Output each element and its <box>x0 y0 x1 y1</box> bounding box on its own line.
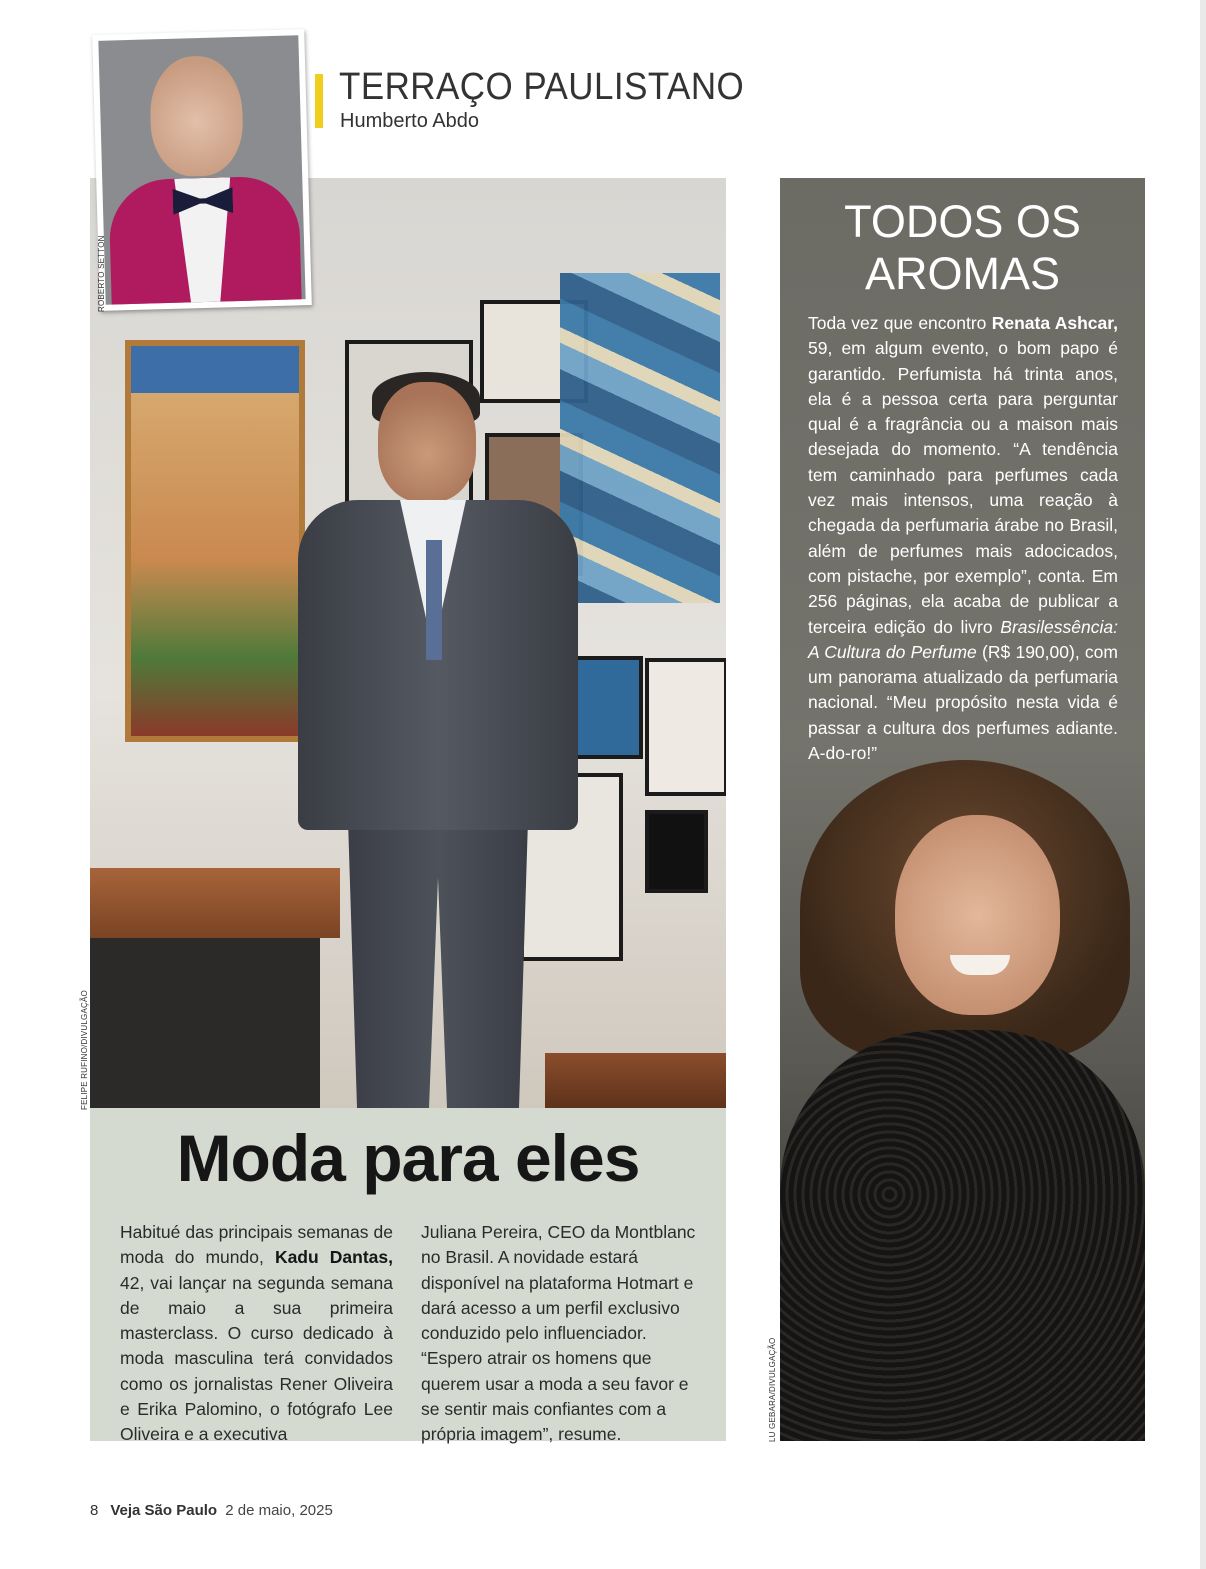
magazine-name: Veja São Paulo <box>110 1502 218 1519</box>
wall-tapestry <box>125 340 305 742</box>
framed-art <box>645 810 708 893</box>
page-number: 8 <box>90 1502 99 1519</box>
cabinet <box>90 938 320 1108</box>
side-story-title: TODOS OS AROMAS <box>844 196 1081 299</box>
author-photo-credit: ROBERTO SETTON <box>97 235 106 312</box>
person-name: Kadu Dantas, <box>274 1247 394 1268</box>
page-footer <box>90 1502 333 1519</box>
man-head <box>378 382 476 502</box>
column-accent-bar <box>315 74 323 128</box>
column-title: TERRAÇO PAULISTANO <box>339 66 745 108</box>
postcard-collage <box>560 273 720 603</box>
framed-art <box>645 658 726 796</box>
book-title: Brasilessência: A Cultura do Perfume <box>808 616 1118 662</box>
person-name: Renata Ashcar, <box>991 313 1118 333</box>
main-story-title: Moda para eles <box>176 1121 640 1195</box>
author-portrait <box>92 29 312 311</box>
side-photo-credit: LU GEBARA/DIVULGAÇÃO <box>768 1337 777 1442</box>
side-story-text: Toda vez que encontro Renata Ashcar, 59, em algum evento, o bom papo é garantido. Perfumista há trinta anos, ela é a pessoa certa para perguntar qual é a fragrância ou a maison mais desejada do momento. “A tendência tem caminhado para perfumes cada vez mais intensos, uma reação à chegada da perfumaria árabe no Brasil, além de perfumes mais adocicados, com pistache, por exemplo”, conta. Em 256 páginas, ela acaba de publicar a terceira edição do livro Brasilessência: A Cultura do Perfume (R$ 190,00), com um panorama atualizado da perfumaria nacional. “Meu propósito nesta vida é passar a cultura dos perfumes adiante. A-do-ro!” <box>808 313 1118 764</box>
main-story-text-left: Habitué das principais semanas de moda do mundo, Kadu Dantas, 42, vai lançar na segunda semana de maio a sua primeira masterclass. O curso dedicado à moda masculina terá convidados como os jornalistas Rener Oliveira e Erika Palomino, o fotógrafo Lee Oliveira e a executiva <box>120 1222 394 1445</box>
issue-date: 2 de maio, 2025 <box>225 1502 333 1519</box>
woman-black-lace-top <box>780 1030 1145 1441</box>
main-story-text-right: Juliana Pereira, CEO da Montblanc no Brasil. A novidade estará disponível na plataforma Hotmart e dará acesso a um perfil exclusivo conduzido pelo influenciador. “Espero atrair os homens que querem usar a moda a seu favor e se sentir mais confiantes com a própria imagem”, resume. <box>421 1222 696 1445</box>
side-table <box>545 1053 726 1108</box>
column-author: Humberto Abdo <box>340 110 479 132</box>
woman-face <box>895 815 1060 1015</box>
main-photo-credit: FELIPE RUFINO/DIVULGAÇÃO <box>80 990 89 1110</box>
page-edge <box>1200 0 1206 1569</box>
desk <box>90 868 340 938</box>
man-tie <box>426 540 442 660</box>
